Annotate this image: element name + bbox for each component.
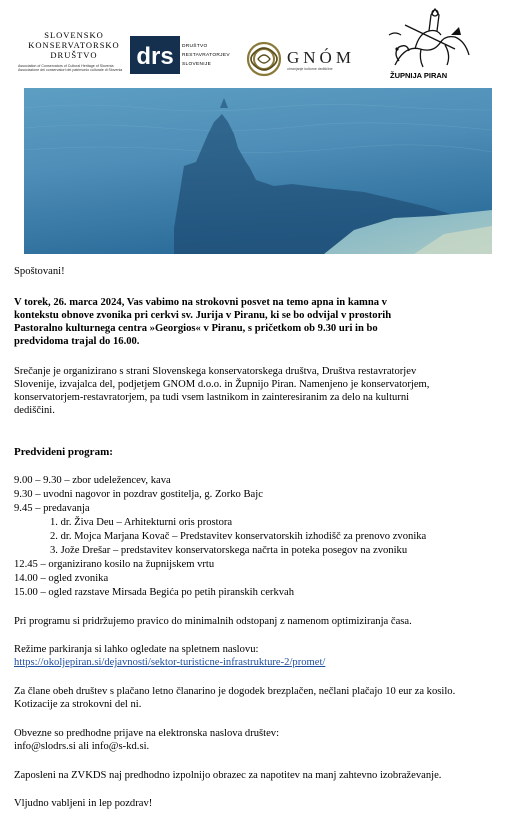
parking-text: Režime parkiranja si lahko ogledate na spletnem naslovu:	[14, 644, 259, 655]
svg-text:drs: drs	[136, 43, 174, 70]
program-item-2: 9.30 – uvodni nagovor in pozdrav gostitelja, g. Zorko Bajc	[14, 489, 263, 500]
gnom-logo-word: GNÓM	[287, 48, 355, 67]
closing: Vljudno vabljeni in lep pozdrav!	[14, 798, 153, 809]
program-item-6: 15.00 – ogled razstave Mirsada Begića po petih piranskih cerkvah	[14, 587, 295, 598]
greeting: Spoštovani!	[14, 266, 65, 277]
zupnija-piran-logo	[385, 5, 485, 85]
drs-logo-text	[182, 42, 230, 69]
drs-mark-icon	[130, 36, 180, 74]
program-item-3: 9.45 – predavanja	[14, 503, 90, 514]
skd-logo-subtitle	[18, 64, 130, 73]
lecture-item-1: 1. dr. Živa Deu – Arhitekturni oris prostora	[50, 517, 233, 528]
members-line-1: Za člane obeh društev s plačano letno članarino je dogodek brezplačen, nečlani plačajo 10 eur za kosilo.	[14, 686, 456, 697]
intro-line-4: predvidoma trajal do 16.00.	[14, 336, 140, 347]
lecture-item-3: 3. Jože Drešar – predstavitev konservatorskega načrta in poteka posegov na zvoniku	[50, 545, 408, 556]
gnom-logo	[245, 40, 370, 80]
registration-line-1: Obvezne so predhodne prijave na elektronska naslova društev:	[14, 728, 280, 739]
skd-logo-line2: KONSERVATORSKO	[28, 40, 120, 50]
intro-line-1: V torek, 26. marca 2024, Vas vabimo na strokovni posvet na temo apna in kamna v	[14, 297, 387, 308]
program-item-5: 14.00 – ogled zvonika	[14, 573, 109, 584]
gnom-knot-icon	[245, 40, 283, 78]
zupnija-piran-caption: ŽUPNIJA PIRAN	[390, 71, 448, 80]
disclaimer: Pri programu si pridržujemo pravico do minimalnih odstopanj z namenom optimiziranja časa.	[14, 616, 412, 627]
skd-logo	[18, 30, 130, 73]
drs-logo-line2: RESTAVRATORJEV	[182, 53, 230, 58]
lecture-item-2: 2. dr. Mojca Marjana Kovač – Predstavitev konservatorskih izhodišč za prenovo zvonika	[50, 531, 427, 542]
org-line-4: dediščini.	[14, 405, 55, 416]
registration-emails: info@slodrs.si ali info@s-kd.si.	[14, 741, 150, 752]
bell-tower-shadow-photo	[24, 88, 492, 254]
skd-logo-sub1: Association of Conservators of Cultural Heritage of Slovenia	[18, 64, 114, 68]
skd-logo-line3: DRUŠTVO	[50, 50, 98, 60]
drs-logo-line3: SLOVENIJE	[182, 62, 212, 67]
members-line-2: Kotizacije za strokovni del ni.	[14, 699, 142, 710]
program-item-4: 12.45 – organizirano kosilo na župnijskem vrtu	[14, 559, 215, 570]
org-line-1: Srečanje je organizirano s strani Slovenskega konservatorskega društva, Društva restavratorjev	[14, 366, 417, 377]
org-line-3: konservatorjem-restavratorjem, pa tudi vsem lastnikom in zainteresiranim za delo na kulturni	[14, 392, 410, 403]
gnom-logo-subtitle: ohranjanje kulturne dediščine	[287, 67, 333, 71]
skd-logo-line1: SLOVENSKO	[44, 30, 104, 40]
logo-header	[0, 0, 516, 88]
skd-logo-sub2: Associazione dei conservatori dei patrimonio culturale di Slovenia	[18, 68, 123, 73]
org-line-2: Slovenije, izvajalca del, podjetjem GNOM d.o.o. in Župnijo Piran. Namenjeno je konservatorjem,	[14, 379, 430, 390]
program-heading: Predvideni program:	[14, 446, 113, 458]
intro-line-2: kontekstu obnove zvonika pri cerkvi sv. Jurija v Piranu, ki se bo odvijal v prostorih	[14, 310, 392, 321]
zvkds-note: Zaposleni na ZVKDS naj predhodno izpolnijo obrazec za napotitev na manj zahtevno izobraževanje.	[14, 770, 442, 781]
program-item-1: 9.00 – 9.30 – zbor udeležencev, kava	[14, 475, 171, 486]
drs-logo	[130, 36, 240, 76]
intro-line-3: Pastoralno kulturnega centra »Georgios« v Piranu, s pričetkom ob 9.30 uri in bo	[14, 323, 378, 334]
parking-link[interactable]: https://okoljepiran.si/dejavnosti/sektor-turisticne-infrastrukture-2/promet/	[14, 657, 326, 668]
st-george-dragon-icon	[385, 5, 475, 69]
drs-logo-line1: DRUŠTVO	[182, 44, 208, 49]
